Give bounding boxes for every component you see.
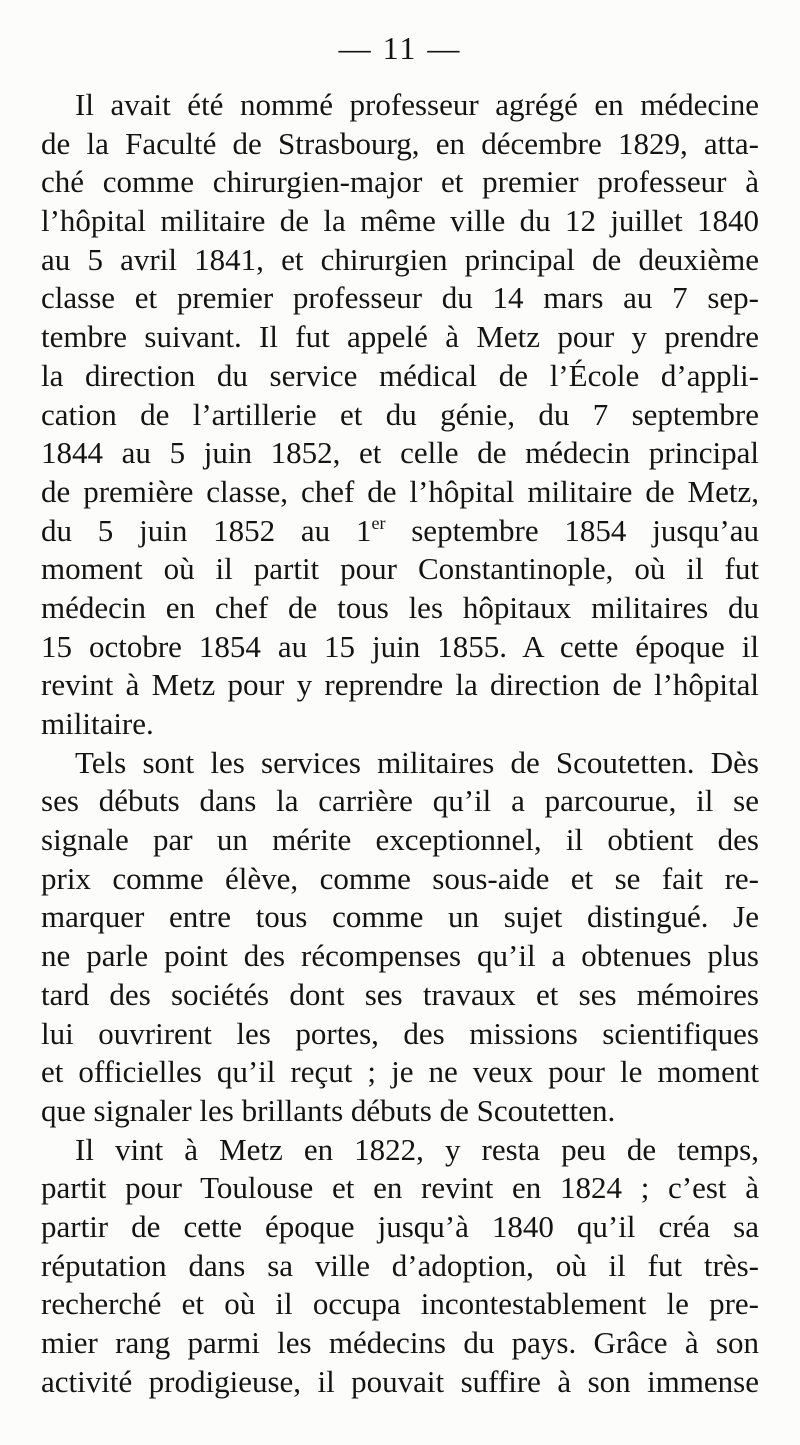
text-line: et officielles qu’il reçut ; je ne veux pour le moment: [41, 1054, 759, 1090]
text-line: classe et premier professeur du 14 mars au 7 sep-: [41, 280, 759, 316]
text-line: ché comme chirurgien-major et premier professeur à: [41, 164, 759, 200]
text-line: moment où il partit pour Constantinople, où il fut: [41, 551, 759, 587]
text-line: réputation dans sa ville d’adoption, où il fut très-: [41, 1247, 759, 1283]
text-line: médecin en chef de tous les hôpitaux militaires du: [41, 589, 759, 625]
paragraph: [41, 86, 759, 744]
page-number: — 11 —: [338, 30, 462, 66]
text-line: marquer entre tous comme un sujet distingué. Je: [41, 899, 759, 935]
text-line: la direction du service médical de l’École d’appli-: [41, 357, 759, 393]
ordinal-superscript: er: [371, 512, 386, 533]
text-line: 15 octobre 1854 au 15 juin 1855. A cette époque il: [41, 628, 759, 664]
text-line: cation de l’artillerie et du génie, du 7 septembre: [41, 396, 759, 432]
text-line: signale par un mérite exceptionnel, il obtient des: [41, 822, 759, 858]
paragraph: [41, 1131, 759, 1402]
text-line: que signaler les brillants débuts de Scoutetten.: [41, 1092, 616, 1128]
text-line: revint à Metz pour y reprendre la direction de l’hôpital: [41, 667, 759, 703]
text-line: prix comme élève, comme sous-aide et se fait re-: [41, 860, 759, 896]
text-line: militaire.: [41, 706, 154, 741]
text-line: partir de cette époque jusqu’à 1840 qu’il créa sa: [41, 1208, 759, 1244]
text-line: 1844 au 5 juin 1852, et celle de médecin principal: [41, 435, 759, 471]
text-line: recherché et où il occupa incontestablement le pre-: [41, 1286, 759, 1322]
text-line: mier rang parmi les médecins du pays. Grâce à son: [41, 1325, 759, 1360]
text-line: Il vint à Metz en 1822, y resta peu de temps,: [75, 1131, 759, 1167]
text-line: ses débuts dans la carrière qu’il a parcourue, il se: [41, 783, 759, 819]
paragraph: [41, 744, 759, 1131]
text-line: l’hôpital militaire de la même ville du 12 juillet 1840: [41, 203, 759, 239]
text-line: lui ouvrirent les portes, des missions scientifiques: [41, 1015, 759, 1051]
body-text: [41, 86, 759, 1401]
text-segment: septembre 1854 jusqu’au: [385, 512, 759, 548]
text-line: au 5 avril 1841, et chirurgien principal de deuxième: [41, 241, 759, 277]
text-line: [41, 512, 759, 551]
text-segment: du 5 juin 1852 au 1: [41, 512, 372, 548]
text-line: tard des sociétés dont ses travaux et ses mémoires: [41, 976, 759, 1012]
text-line: tembre suivant. Il fut appelé à Metz pour y prendre: [41, 319, 759, 355]
text-line: partit pour Toulouse et en revint en 1824 ; c’est à: [41, 1170, 759, 1206]
text-line: Il avait été nommé professeur agrégé en médecine: [75, 87, 759, 122]
text-line: ne parle point des récompenses qu’il a obtenues plus: [41, 938, 759, 974]
text-line: de première classe, chef de l’hôpital militaire de Metz,: [41, 473, 759, 509]
text-line: activité prodigieuse, il pouvait suffire à son immense: [41, 1363, 759, 1399]
text-line: de la Faculté de Strasbourg, en décembre 1829, atta-: [41, 125, 759, 161]
text-line: Tels sont les services militaires de Scoutetten. Dès: [75, 744, 759, 780]
